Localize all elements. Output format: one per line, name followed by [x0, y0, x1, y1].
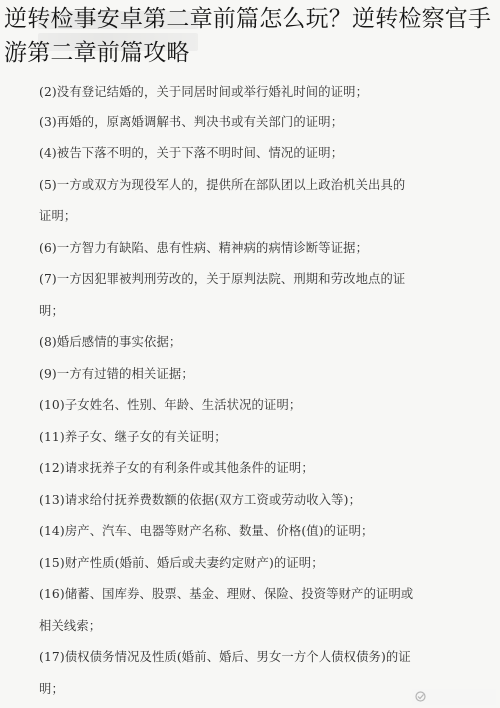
document-line: (12)请求抚养子女的有利条件或其他条件的证明；	[39, 461, 314, 475]
document-line: (14)房产、汽车、电器等财产名称、数量、价格(值)的证明；	[39, 524, 374, 538]
document-line: 相关线索；	[39, 619, 102, 633]
document-line: (7)一方因犯罪被判刑劳改的，关于原判法院、刑期和劳改地点的证	[39, 272, 406, 286]
document-line: (17)债权债务情况及性质(婚前、婚后、男女一方个人债权债务)的证	[39, 650, 411, 664]
document-line: (6)一方智力有缺陷、患有性病、精神病的病情诊断等证据；	[39, 241, 369, 255]
document-line: (10)子女姓名、性别、年龄、生活状况的证明；	[39, 398, 302, 412]
document-line: (2)没有登记结婚的，关于同居时间或举行婚礼时间的证明；	[39, 85, 369, 99]
logo-icon	[415, 691, 426, 702]
document-line: (8)婚后感情的事实依据；	[39, 335, 182, 349]
document-line: 明；	[39, 682, 64, 696]
document-line: (15)财产性质(婚前、婚后或夫妻约定财产)的证明；	[39, 556, 324, 570]
document-line: 明；	[39, 304, 64, 318]
document-line: (3)再婚的，原离婚调解书、判决书或有关部门的证明；	[39, 115, 344, 129]
document-line: (13)请求给付抚养费数额的依据(双方工资或劳动收入等)；	[39, 493, 362, 507]
document-line: 证明；	[39, 209, 77, 223]
document-line: (4)被告下落不明的，关于下落不明时间、情况的证明；	[39, 146, 344, 160]
document-line: (5)一方或双方为现役军人的，提供所在部队团以上政治机关出具的	[39, 178, 406, 192]
document-line: (16)储蓄、国库券、股票、基金、理财、保险、投资等财产的证明或	[39, 587, 414, 601]
document-line: (11)养子女、继子女的有关证明；	[39, 430, 227, 444]
faint-watermark	[412, 688, 496, 706]
page-title: 逆转检事安卓第二章前篇怎么玩？逆转检察官手游第二章前篇攻略	[4, 6, 492, 66]
document-line: (9)一方有过错的相关证据；	[39, 367, 194, 381]
